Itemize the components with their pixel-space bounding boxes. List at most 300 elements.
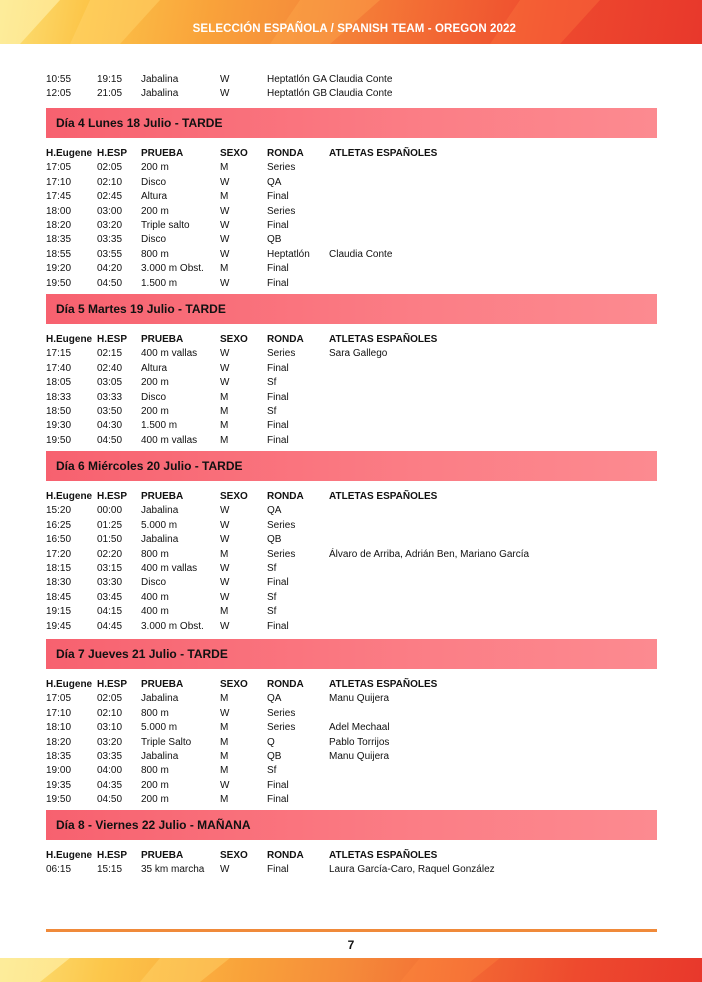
cell-athletes: Sara Gallego [329, 348, 388, 360]
column-header-time-esp: H.ESP [97, 679, 128, 690]
cell-time-eugene: 19:35 [46, 779, 72, 791]
cell-time-eugene: 17:40 [46, 362, 72, 374]
cell-athletes [329, 562, 629, 576]
column-header-time-eugene: H.Eugene [46, 491, 93, 502]
cell-time-eugene: 19:45 [46, 620, 72, 632]
cell-sex: M [220, 548, 229, 560]
cell-athletes [329, 161, 629, 175]
cell-sex: M [220, 765, 229, 777]
carryover-table [46, 73, 629, 102]
cell-round: Sf [267, 606, 277, 618]
cell-sex: W [220, 362, 230, 374]
cell-time-esp: 04:00 [97, 765, 123, 777]
cell-round: Series [267, 205, 296, 217]
cell-time-eugene: 19:50 [46, 434, 72, 446]
cell-time-eugene: 17:15 [46, 348, 72, 360]
column-header-event: PRUEBA [141, 850, 184, 861]
cell-round: Sf [267, 377, 277, 389]
table-header-row [46, 678, 629, 692]
table-row [46, 750, 629, 764]
cell-time-esp: 03:10 [97, 722, 123, 734]
column-header-time-esp: H.ESP [97, 491, 128, 502]
cell-time-eugene: 17:10 [46, 707, 72, 719]
cell-athletes: Laura García-Caro, Raquel González [329, 864, 495, 876]
cell-event: Disco [141, 577, 167, 589]
cell-sex: W [220, 620, 230, 632]
cell-round: Series [267, 722, 296, 734]
cell-sex: M [220, 736, 229, 748]
table-row [46, 736, 629, 750]
cell-time-eugene: 17:05 [46, 693, 72, 705]
cell-sex: M [220, 693, 229, 705]
cell-round: Final [267, 794, 289, 806]
column-header-round: RONDA [267, 679, 304, 690]
cell-time-eugene: 18:30 [46, 577, 72, 589]
table-row [46, 434, 629, 448]
cell-time-esp: 02:40 [97, 362, 123, 374]
cell-time-eugene: 19:50 [46, 277, 72, 289]
schedule-table [46, 333, 629, 448]
cell-event: 1.500 m [141, 420, 178, 432]
cell-athletes [329, 233, 629, 247]
cell-sex: W [220, 577, 230, 589]
cell-athletes [329, 419, 629, 433]
cell-time-esp: 04:15 [97, 606, 123, 618]
cell-athletes: Manu Quijera [329, 693, 390, 705]
column-header-time-eugene: H.Eugene [46, 334, 93, 345]
cell-event: Jabalina [141, 751, 179, 763]
cell-event: Altura [141, 191, 168, 203]
table-row [46, 548, 629, 562]
cell-time-eugene: 19:30 [46, 420, 72, 432]
cell-sex: M [220, 191, 229, 203]
cell-time-eugene: 19:00 [46, 765, 72, 777]
cell-time-esp: 02:45 [97, 191, 123, 203]
table-header-row [46, 147, 629, 161]
cell-athletes [329, 205, 629, 219]
column-header-time-eugene: H.Eugene [46, 679, 93, 690]
cell-sex: M [220, 722, 229, 734]
cell-athletes [329, 262, 629, 276]
cell-time-eugene: 17:05 [46, 162, 72, 174]
column-header-time-eugene: H.Eugene [46, 148, 93, 159]
schedule-table [46, 147, 629, 291]
table-row [46, 391, 629, 405]
cell-time-esp: 03:00 [97, 205, 123, 217]
column-header-athletes: ATLETAS ESPAÑOLES [329, 679, 438, 690]
cell-event: 400 m vallas [141, 348, 198, 360]
bottom-banner [0, 958, 702, 982]
table-row [46, 405, 629, 419]
table-row [46, 692, 629, 706]
cell-time-esp: 03:55 [97, 248, 123, 260]
cell-time-eugene: 17:45 [46, 191, 72, 203]
cell-sex: M [220, 391, 229, 403]
cell-athletes [329, 519, 629, 533]
column-header-sex: SEXO [220, 850, 248, 861]
table-row [46, 863, 629, 877]
cell-athletes [329, 779, 629, 793]
cell-event: 800 m [141, 248, 169, 260]
cell-time-eugene: 18:45 [46, 591, 72, 603]
cell-athletes [329, 391, 629, 405]
table-header-row [46, 333, 629, 347]
cell-time-eugene: 19:15 [46, 606, 72, 618]
cell-sex: W [220, 220, 230, 232]
cell-round: Sf [267, 765, 277, 777]
table-row [46, 73, 629, 87]
cell-time-esp: 04:50 [97, 277, 123, 289]
cell-athletes [329, 190, 629, 204]
cell-event: 400 m [141, 591, 169, 603]
cell-time-esp: 02:10 [97, 176, 123, 188]
cell-sex: M [220, 420, 229, 432]
cell-time-esp: 00:00 [97, 505, 123, 517]
cell-event: Jabalina [141, 505, 179, 517]
cell-sex: W [220, 248, 230, 260]
column-header-time-eugene: H.Eugene [46, 850, 93, 861]
cell-time-eugene: 18:35 [46, 234, 72, 246]
schedule-table [46, 678, 629, 808]
cell-sex: M [220, 794, 229, 806]
cell-time-eugene: 12:05 [46, 88, 72, 100]
cell-time-eugene: 18:05 [46, 377, 72, 389]
column-header-event: PRUEBA [141, 334, 184, 345]
table-row [46, 504, 629, 518]
cell-time-esp: 04:50 [97, 794, 123, 806]
cell-time-esp: 04:50 [97, 434, 123, 446]
cell-time-eugene: 19:20 [46, 263, 72, 275]
cell-sex: W [220, 707, 230, 719]
cell-time-esp: 02:05 [97, 162, 123, 174]
cell-time-esp: 15:15 [97, 864, 123, 876]
day-section [46, 639, 657, 808]
cell-athletes [329, 434, 629, 448]
cell-athletes: Pablo Torrijos [329, 736, 390, 748]
cell-round: Sf [267, 406, 277, 418]
cell-time-esp: 03:35 [97, 234, 123, 246]
cell-event: 3.000 m Obst. [141, 263, 204, 275]
cell-sex: W [220, 519, 230, 531]
cell-time-eugene: 18:20 [46, 736, 72, 748]
cell-sex: M [220, 751, 229, 763]
table-row [46, 347, 629, 361]
table-row [46, 219, 629, 233]
cell-event: 200 m [141, 406, 169, 418]
cell-round: Final [267, 391, 289, 403]
cell-event: 400 m vallas [141, 563, 198, 575]
table-row [46, 277, 629, 291]
cell-sex: W [220, 534, 230, 546]
column-header-round: RONDA [267, 491, 304, 502]
table-row [46, 233, 629, 247]
cell-round: Heptatlón GB [267, 88, 328, 100]
cell-sex: W [220, 348, 230, 360]
cell-round: Final [267, 577, 289, 589]
cell-time-eugene: 18:20 [46, 220, 72, 232]
cell-event: 800 m [141, 765, 169, 777]
cell-round: QA [267, 693, 282, 705]
column-header-event: PRUEBA [141, 679, 184, 690]
cell-athletes [329, 277, 629, 291]
cell-round: QB [267, 234, 282, 246]
cell-sex: M [220, 406, 229, 418]
cell-sex: M [220, 606, 229, 618]
cell-time-esp: 03:20 [97, 736, 123, 748]
cell-round: Final [267, 362, 289, 374]
table-row [46, 562, 629, 576]
cell-event: 400 m vallas [141, 434, 198, 446]
cell-time-eugene: 18:33 [46, 391, 72, 403]
table-row [46, 576, 629, 590]
day-header: Día 8 - Viernes 22 Julio - MAÑANA [46, 810, 657, 840]
column-header-sex: SEXO [220, 679, 248, 690]
cell-time-eugene: 16:50 [46, 534, 72, 546]
cell-event: Disco [141, 234, 167, 246]
cell-event: 200 m [141, 205, 169, 217]
cell-time-eugene: 10:55 [46, 74, 72, 85]
top-banner [0, 0, 702, 44]
cell-round: Series [267, 162, 296, 174]
column-header-round: RONDA [267, 334, 304, 345]
column-header-sex: SEXO [220, 148, 248, 159]
cell-event: Triple Salto [141, 736, 192, 748]
table-row [46, 262, 629, 276]
table-row [46, 161, 629, 175]
table-row [46, 376, 629, 390]
cell-time-esp: 02:20 [97, 548, 123, 560]
cell-time-eugene: 18:00 [46, 205, 72, 217]
cell-round: Q [267, 736, 275, 748]
cell-event: Disco [141, 176, 167, 188]
carryover-section [46, 73, 657, 102]
day-section [46, 810, 657, 878]
cell-time-esp: 19:15 [97, 74, 123, 85]
cell-time-esp: 02:15 [97, 348, 123, 360]
table-row [46, 591, 629, 605]
cell-round: Final [267, 277, 289, 289]
cell-round: QB [267, 751, 282, 763]
table-row [46, 419, 629, 433]
cell-athletes: Adel Mechaal [329, 722, 390, 734]
cell-event: 1.500 m [141, 277, 178, 289]
cell-event: Jabalina [141, 88, 179, 100]
cell-sex: M [220, 434, 229, 446]
cell-time-esp: 04:45 [97, 620, 123, 632]
cell-time-eugene: 16:25 [46, 519, 72, 531]
cell-athletes [329, 219, 629, 233]
cell-time-esp: 03:05 [97, 377, 123, 389]
day-section [46, 294, 657, 448]
table-row [46, 519, 629, 533]
cell-sex: W [220, 563, 230, 575]
cell-time-esp: 03:35 [97, 751, 123, 763]
cell-event: Altura [141, 362, 168, 374]
cell-time-esp: 02:05 [97, 693, 123, 705]
cell-time-eugene: 15:20 [46, 505, 72, 517]
cell-time-eugene: 19:50 [46, 794, 72, 806]
cell-sex: W [220, 377, 230, 389]
cell-round: QB [267, 534, 282, 546]
day-header: Día 6 Miércoles 20 Julio - TARDE [46, 451, 657, 481]
cell-sex: W [220, 176, 230, 188]
cell-athletes [329, 793, 629, 807]
cell-event: 800 m [141, 548, 169, 560]
cell-sex: M [220, 162, 229, 174]
cell-sex: W [220, 88, 230, 100]
cell-event: 200 m [141, 794, 169, 806]
schedule-table [46, 849, 629, 878]
cell-athletes [329, 591, 629, 605]
table-row [46, 248, 629, 262]
column-header-round: RONDA [267, 850, 304, 861]
cell-time-eugene: 17:10 [46, 176, 72, 188]
cell-time-esp: 01:50 [97, 534, 123, 546]
cell-athletes [329, 376, 629, 390]
column-header-athletes: ATLETAS ESPAÑOLES [329, 148, 438, 159]
cell-event: 5.000 m [141, 519, 178, 531]
cell-athletes [329, 362, 629, 376]
cell-round: Final [267, 220, 289, 232]
table-row [46, 176, 629, 190]
cell-athletes [329, 504, 629, 518]
cell-event: Disco [141, 391, 167, 403]
table-row [46, 605, 629, 619]
cell-event: 400 m [141, 606, 169, 618]
cell-event: 35 km marcha [141, 864, 205, 876]
cell-event: Jabalina [141, 693, 179, 705]
cell-athletes: Claudia Conte [329, 74, 393, 85]
column-header-athletes: ATLETAS ESPAÑOLES [329, 491, 438, 502]
cell-time-esp: 03:33 [97, 391, 123, 403]
cell-athletes [329, 533, 629, 547]
day-header: Día 4 Lunes 18 Julio - TARDE [46, 108, 657, 138]
cell-athletes [329, 620, 629, 634]
cell-time-esp: 04:30 [97, 420, 123, 432]
table-row [46, 707, 629, 721]
column-header-event: PRUEBA [141, 491, 184, 502]
day-section [46, 451, 657, 634]
column-header-event: PRUEBA [141, 148, 184, 159]
cell-round: Final [267, 864, 289, 876]
table-header-row [46, 490, 629, 504]
cell-sex: M [220, 263, 229, 275]
cell-round: Sf [267, 563, 277, 575]
page-number: 7 [347, 938, 355, 952]
cell-round: Final [267, 420, 289, 432]
cell-athletes: Claudia Conte [329, 248, 393, 260]
cell-sex: W [220, 779, 230, 791]
cell-time-esp: 03:15 [97, 563, 123, 575]
cell-athletes [329, 764, 629, 778]
cell-time-esp: 03:45 [97, 591, 123, 603]
cell-round: Sf [267, 591, 277, 603]
cell-sex: W [220, 234, 230, 246]
cell-time-esp: 21:05 [97, 88, 123, 100]
banner-title: SELECCIÓN ESPAÑOLA / SPANISH TEAM - OREGON 2022 [192, 23, 516, 35]
cell-round: Final [267, 191, 289, 203]
cell-sex: W [220, 74, 230, 85]
cell-athletes [329, 576, 629, 590]
table-row [46, 205, 629, 219]
cell-event: Jabalina [141, 74, 179, 85]
cell-time-esp: 03:50 [97, 406, 123, 418]
cell-event: 3.000 m Obst. [141, 620, 204, 632]
schedule-table [46, 490, 629, 634]
day-header: Día 5 Martes 19 Julio - TARDE [46, 294, 657, 324]
column-header-sex: SEXO [220, 334, 248, 345]
cell-time-eugene: 18:50 [46, 406, 72, 418]
table-row [46, 721, 629, 735]
cell-time-esp: 01:25 [97, 519, 123, 531]
cell-time-esp: 03:20 [97, 220, 123, 232]
cell-sex: W [220, 505, 230, 517]
cell-athletes [329, 605, 629, 619]
cell-athletes: Álvaro de Arriba, Adrián Ben, Mariano García [329, 548, 530, 560]
table-row [46, 533, 629, 547]
cell-event: 5.000 m [141, 722, 178, 734]
column-header-athletes: ATLETAS ESPAÑOLES [329, 850, 438, 861]
bottom-banner-decoration [0, 958, 702, 982]
cell-round: Final [267, 263, 289, 275]
cell-time-esp: 04:35 [97, 779, 123, 791]
day-header: Día 7 Jueves 21 Julio - TARDE [46, 639, 657, 669]
table-row [46, 190, 629, 204]
cell-round: Final [267, 434, 289, 446]
column-header-time-esp: H.ESP [97, 334, 128, 345]
cell-round: Final [267, 779, 289, 791]
cell-round: Heptatlón GA [267, 74, 328, 85]
cell-time-esp: 02:10 [97, 707, 123, 719]
cell-time-eugene: 18:10 [46, 722, 72, 734]
cell-sex: W [220, 205, 230, 217]
column-header-sex: SEXO [220, 491, 248, 502]
table-row [46, 362, 629, 376]
cell-event: Triple salto [141, 220, 190, 232]
cell-athletes: Manu Quijera [329, 751, 390, 763]
table-row [46, 620, 629, 634]
cell-time-eugene: 18:15 [46, 563, 72, 575]
cell-round: Series [267, 519, 296, 531]
table-row [46, 764, 629, 778]
banner-decoration [0, 0, 702, 44]
cell-athletes [329, 707, 629, 721]
cell-time-eugene: 18:55 [46, 248, 72, 260]
table-header-row [46, 849, 629, 863]
cell-round: Series [267, 548, 296, 560]
footer-divider [46, 929, 657, 932]
cell-time-eugene: 06:15 [46, 864, 72, 876]
day-section [46, 108, 657, 291]
cell-round: Heptatlón [267, 248, 310, 260]
cell-round: Series [267, 707, 296, 719]
column-header-time-esp: H.ESP [97, 850, 128, 861]
cell-time-eugene: 17:20 [46, 548, 72, 560]
table-row [46, 87, 629, 101]
cell-event: 200 m [141, 779, 169, 791]
column-header-time-esp: H.ESP [97, 148, 128, 159]
column-header-athletes: ATLETAS ESPAÑOLES [329, 334, 438, 345]
cell-athletes: Claudia Conte [329, 88, 393, 100]
cell-round: QA [267, 505, 282, 517]
cell-round: QA [267, 176, 282, 188]
cell-athletes [329, 405, 629, 419]
column-header-round: RONDA [267, 148, 304, 159]
cell-sex: W [220, 864, 230, 876]
table-row [46, 779, 629, 793]
cell-athletes [329, 176, 629, 190]
cell-event: 800 m [141, 707, 169, 719]
